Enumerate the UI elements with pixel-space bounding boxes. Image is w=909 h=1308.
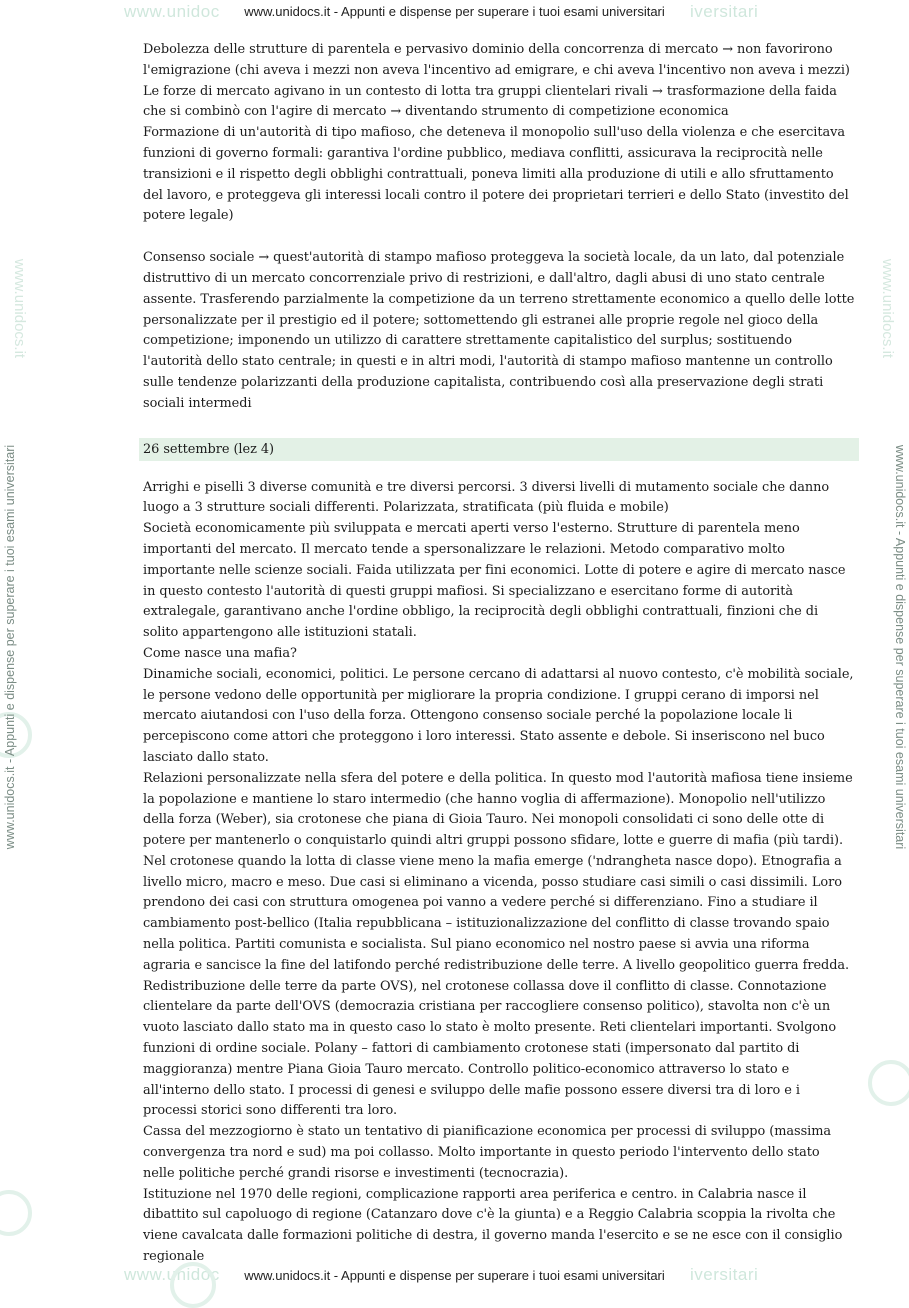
paragraph: Istituzione nel 1970 delle regioni, complicazione rapporti area periferica e centro. in Calabria nasce il dibattito sul capoluogo di regione (Catanzaro dove c'è la giunta) e a Reggio Calabria scoppia la rivolta che viene cavalcata dalle formazioni politiche di destra, il governo manda l'esercito e se ne esce con il consiglio regionale — [143, 1186, 843, 1265]
watermark-ghost-bottom-left: www.unidoc — [124, 1265, 220, 1284]
paragraph: Debolezza delle strutture di parentela e pervasivo dominio della concorrenza di mercato → non favorirono l'emigrazione (chi aveva i mezzi non aveva l'incentivo ad emigrare, e chi aveva l'incentivo non aveva i mezzi) — [143, 42, 850, 78]
paragraph: Formazione di un'autorità di tipo mafioso, che deteneva il monopolio sull'uso della violenza e che esercitava funzioni di governo formali: garantiva l'ordine pubblico, mediava conflitti, assicurava la reciprocità nelle transizioni e il rispetto degli obblighi contrattuali, poneva limiti alla produzione di utili e allo sfruttamento del lavoro, e proteggeva gli interessi locali contro il potere dei proprietari terrieri e dello Stato (investito del potere legale) — [143, 125, 849, 224]
watermark-footer: www.unidocs.it - Appunti e dispense per superare i tuoi esami universitari — [244, 1268, 665, 1283]
paragraph: Dinamiche sociali, economici, politici. Le persone cercano di adattarsi al nuovo contesto, c'è mobilità sociale, le persone vedono delle opportunità per migliorare la propria condizione. I gruppi cerano di imporsi nel mercato aiutandosi con l'uso della forza. Ottengono consenso sociale perché la popolazione locale li percepiscono come attori che proteggono i loro interessi. Stato assente e debole. Si inseriscono nel buco lasciato dallo stato. — [143, 666, 854, 765]
watermark-ghost-bottom-right: iversitari — [690, 1265, 759, 1284]
paragraph-gap — [143, 227, 855, 248]
watermark-side-right: www.unidocs.it - Appunti e dispense per superare i tuoi esami universitari — [893, 444, 907, 850]
paragraph: Società economicamente più sviluppata e mercati aperti verso l'esterno. Strutture di parentela meno importanti del mercato. Il mercato tende a spersonalizzare le relazioni. Metodo comparativo molto importante nelle scienze sociali. Faida utilizzata per fini economici. Lotte di potere e agire di mercato nasce in questo contesto l'autorità di questi gruppi mafiosi. Si specializzano e esercitano forme di autorità extralegale, garantivano anche l'ordine obbligo, la reciprocità degli obblighi contrattuali, finzioni che di solito appartengono alle istituzioni statali. — [143, 521, 846, 641]
lecture-header: 26 settembre (lez 4) — [139, 438, 859, 461]
watermark-logo-icon — [868, 1060, 909, 1106]
paragraph-gap — [143, 415, 855, 436]
paragraph: Relazioni personalizzate nella sfera del potere e della politica. In questo mod l'autorità mafiosa tiene insieme la popolazione e mantiene lo staro intermedio (che hanno voglia di affermazione). Monopolio nell'utilizzo della forza (Weber), sia crotonese che piana di Gioia Tauro. Nei monopoli consolidati ci sono delle otte di potere per mantenerlo o conquistarlo quindi altri gruppi possono sfidare, lotte e guerre di mafia (più tardi). Nel crotonese quando la lotta di classe viene meno la mafia emerge ('ndrangheta nasce dopo). Etnografia a livello micro, macro e meso. Due casi si eliminano a vicenda, posso studiare casi simili o casi dissimili. Loro prendono dei casi con struttura omogenea poi vanno a vedere perché si differenziano. Fino a studiare il cambiamento post-bellico (Italia repubblicana – istituzionalizzazione del conflitto di classe trovando spaio nella politica. Partiti comunista e socialista. Sul piano economico nel nostro paese si avvia una riforma agraria e sancisce la fine del latifondo perché redistribuzione delle terre. A livello geopolitico guerra fredda. Redistribuzione delle terre da parte OVS), nel crotonese collassa dove il conflitto di classe. Connotazione clientelare da parte dell'OVS (democrazia cristiana per raccogliere consenso politico), stavolta non c'è un vuoto lasciato dallo stato ma in questo caso lo stato è molto presente. Reti clientelari importanti. Svolgono funzioni di ordine sociale. Polany – fattori di cambiamento crotonese stati (impersonato dal partito di maggioranza) mentre Piana Gioia Tauro mercato. Controllo politico-economico attraverso lo stato e all'interno dello stato. I processi di genesi e sviluppo delle mafie possono essere diversi tra di loro e i processi storici sono differenti tra loro. — [143, 770, 853, 1119]
document-body — [143, 40, 855, 1268]
watermark-ghost-side-left: www.unidocs.it — [11, 258, 29, 359]
watermark-logo-icon — [0, 1190, 32, 1236]
watermark-header: www.unidocs.it - Appunti e dispense per superare i tuoi esami universitari — [244, 4, 665, 19]
paragraph: Consenso sociale → quest'autorità di stampo mafioso proteggeva la società locale, da un lato, dal potenziale distruttivo di un mercato concorrenziale privo di restrizioni, e dall'altro, dagli abusi di uno stato centrale assente. Trasferendo parzialmente la competizione da un terreno strettamente economico a quello delle lotte personalizzate per il prestigio ed il potere; sottomettendo gli estranei alle proprie regole nel gioco della competizione; imponendo un utilizzo di carattere strettamente capitalistico del surplus; sostituendo l'autorità dello stato centrale; in questi e in altri modi, l'autorità di stampo mafioso mantenne un controllo sulle tendenze polarizzanti della produzione capitalista, contribuendo così alla preservazione degli strati sociali intermedi — [143, 250, 855, 411]
paragraph: Cassa del mezzogiorno è stato un tentativo di pianificazione economica per processi di sviluppo (massima convergenza tra nord e sud) ma poi collasso. Molto importante in questo periodo l'intervento dello stato nelle politiche perché grandi risorse e investimenti (tecnocrazia). — [143, 1124, 832, 1181]
paragraph: Arrighi e piselli 3 diverse comunità e tre diversi percorsi. 3 diversi livelli di mutamento sociale che danno luogo a 3 strutture sociali differenti. Polarizzata, stratificata (più fluida e mobile) — [143, 479, 830, 516]
paragraph: Come nasce una mafia? — [143, 645, 297, 661]
watermark-ghost-top-right: iversitari — [690, 2, 759, 21]
paragraph: Le forze di mercato agivano in un contesto di lotta tra gruppi clientelari rivali → trasformazione della faida che si combinò con l'agire di mercato → diventando strumento di competizione economica — [143, 83, 837, 120]
watermark-ghost-side-right: www.unidocs.it — [879, 258, 897, 359]
watermark-side-left: www.unidocs.it - Appunti e dispense per superare i tuoi esami universitari — [3, 444, 17, 850]
paragraph-gap — [143, 461, 855, 478]
watermark-ghost-top-left: www.unidoc — [124, 2, 220, 21]
